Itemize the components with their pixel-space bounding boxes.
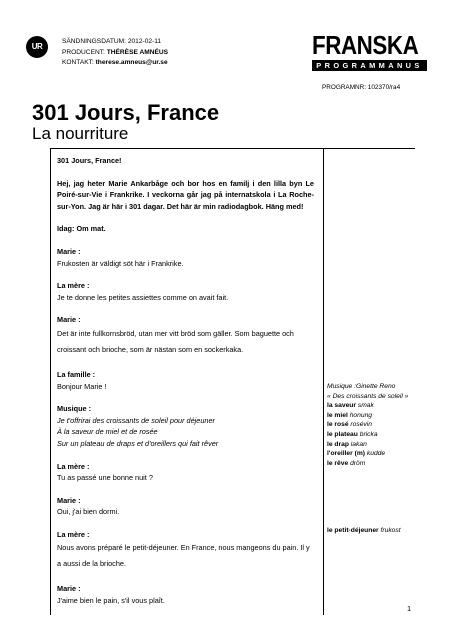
dialogue-line: Oui, j'ai bien dormi. <box>57 507 120 517</box>
vocab-entry: l'oreiller (m) kudde <box>327 450 386 458</box>
speaker-label: Musique : <box>57 404 92 414</box>
dialogue-line: Nous avons préparé le petit-déjeuner. En France, nous mangeons du pain. Il y a aussi de la brioche. <box>57 543 310 569</box>
speaker-label: La mère : <box>57 529 90 539</box>
dialogue-block <box>57 461 314 484</box>
dialogue-block <box>57 280 314 303</box>
speaker-label: La mère : <box>57 461 90 471</box>
producer-row <box>62 48 168 59</box>
vocab-entry <box>327 526 401 536</box>
vocab-entry: la saveur smak <box>327 402 374 410</box>
dialogue-block <box>57 314 314 358</box>
dialogue-block <box>57 583 314 606</box>
speaker-label: La famille : <box>57 369 96 379</box>
script-heading: 301 Jours, France! <box>57 156 122 165</box>
document-meta <box>62 37 168 69</box>
script-intro: Hej, jag heter Marie Ankarbåge och bor hos en familj i den lilla byn Le Poiré-sur-Vie i Frankrike. I veckorna går jag på internatskola i La Roche-sur-Yon. Jag är här i 301 dagar. Det här är min radiodagbok. Häng med! <box>57 178 314 211</box>
document-subtitle: La nourriture <box>32 124 129 143</box>
dialogue-line: J'aime bien le pain, s'il vous plaît. <box>57 596 165 606</box>
dialogue-line: Frukosten är väldigt söt här i Frankrike. <box>57 258 184 268</box>
dialogue-block <box>57 403 314 449</box>
vocab-entry: le plateau bricka <box>327 430 378 438</box>
dialogue-line: Det är inte fullkornsbröd, utan mer vitt bröd som gäller. Som baguette och croissant och brioche, som är nästan som en sockerkaka. <box>57 328 294 354</box>
vocab-entry: le drap lakan <box>327 440 367 448</box>
lyric-line: Sur un plateau de draps et d'oreillers qui fait rêver <box>57 438 219 448</box>
speaker-label: La mère : <box>57 281 90 291</box>
broadcast-date-row <box>62 37 168 48</box>
lyric-line: À la saveur de miel et de rosée <box>57 427 158 437</box>
page-number: 1 <box>407 604 412 613</box>
speaker-label: Marie : <box>57 495 81 505</box>
program-number: PROGRAMNR: 102370/ra4 <box>322 84 401 91</box>
brand-subtitle: PROGRAMMANUS <box>312 60 427 71</box>
broadcast-date-value: 2012-02-11 <box>127 38 162 45</box>
vocab-term: le petit-déjeuner <box>327 527 379 534</box>
broadcast-date-label: SÄNDNINGSDATUM: <box>62 38 126 45</box>
vocab-translation: frukost <box>380 527 401 534</box>
dialogue-block <box>57 369 314 392</box>
dialogue-block <box>57 246 314 269</box>
brand-title: FRANSKA <box>312 30 419 60</box>
producer-value: THÉRÈSE AMNÉUS <box>106 48 169 56</box>
vocab-entry: le rosé rosévin <box>327 421 372 429</box>
document-title: 301 Jours, France <box>32 100 220 125</box>
script-today: Idag: Om mat. <box>57 224 106 234</box>
contact-email-link[interactable]: therese.amneus@ur.se <box>95 59 168 66</box>
producer-label: PRODUCENT: <box>62 48 105 56</box>
vocab-entry: le rêve dröm <box>327 459 366 467</box>
speaker-label: Marie : <box>57 584 81 594</box>
contact-row <box>62 58 168 69</box>
speaker-label: Marie : <box>57 246 81 256</box>
speaker-label: Marie : <box>57 315 81 325</box>
lyric-line: Je t'offrirai des croissants de soleil pour déjeuner <box>57 415 215 425</box>
script-column <box>57 155 314 607</box>
music-credit: Musique :Ginette Reno <box>327 383 396 390</box>
dialogue-line: Tu as passé une bonne nuit ? <box>57 473 153 483</box>
music-vocab-note <box>327 382 408 468</box>
dialogue-block <box>57 495 314 518</box>
brand-block <box>312 30 427 71</box>
dialogue-line: Bonjour Marie ! <box>57 381 107 391</box>
contact-label: KONTAKT: <box>62 59 94 66</box>
ur-logo: UR <box>26 36 48 58</box>
dialogue-block <box>57 529 314 573</box>
song-title: « Des croissants de soleil » <box>327 392 409 400</box>
vocab-entry: le miel honung <box>327 411 373 419</box>
dialogue-line: Je te donne les petites assiettes comme on avait fait. <box>57 292 229 302</box>
